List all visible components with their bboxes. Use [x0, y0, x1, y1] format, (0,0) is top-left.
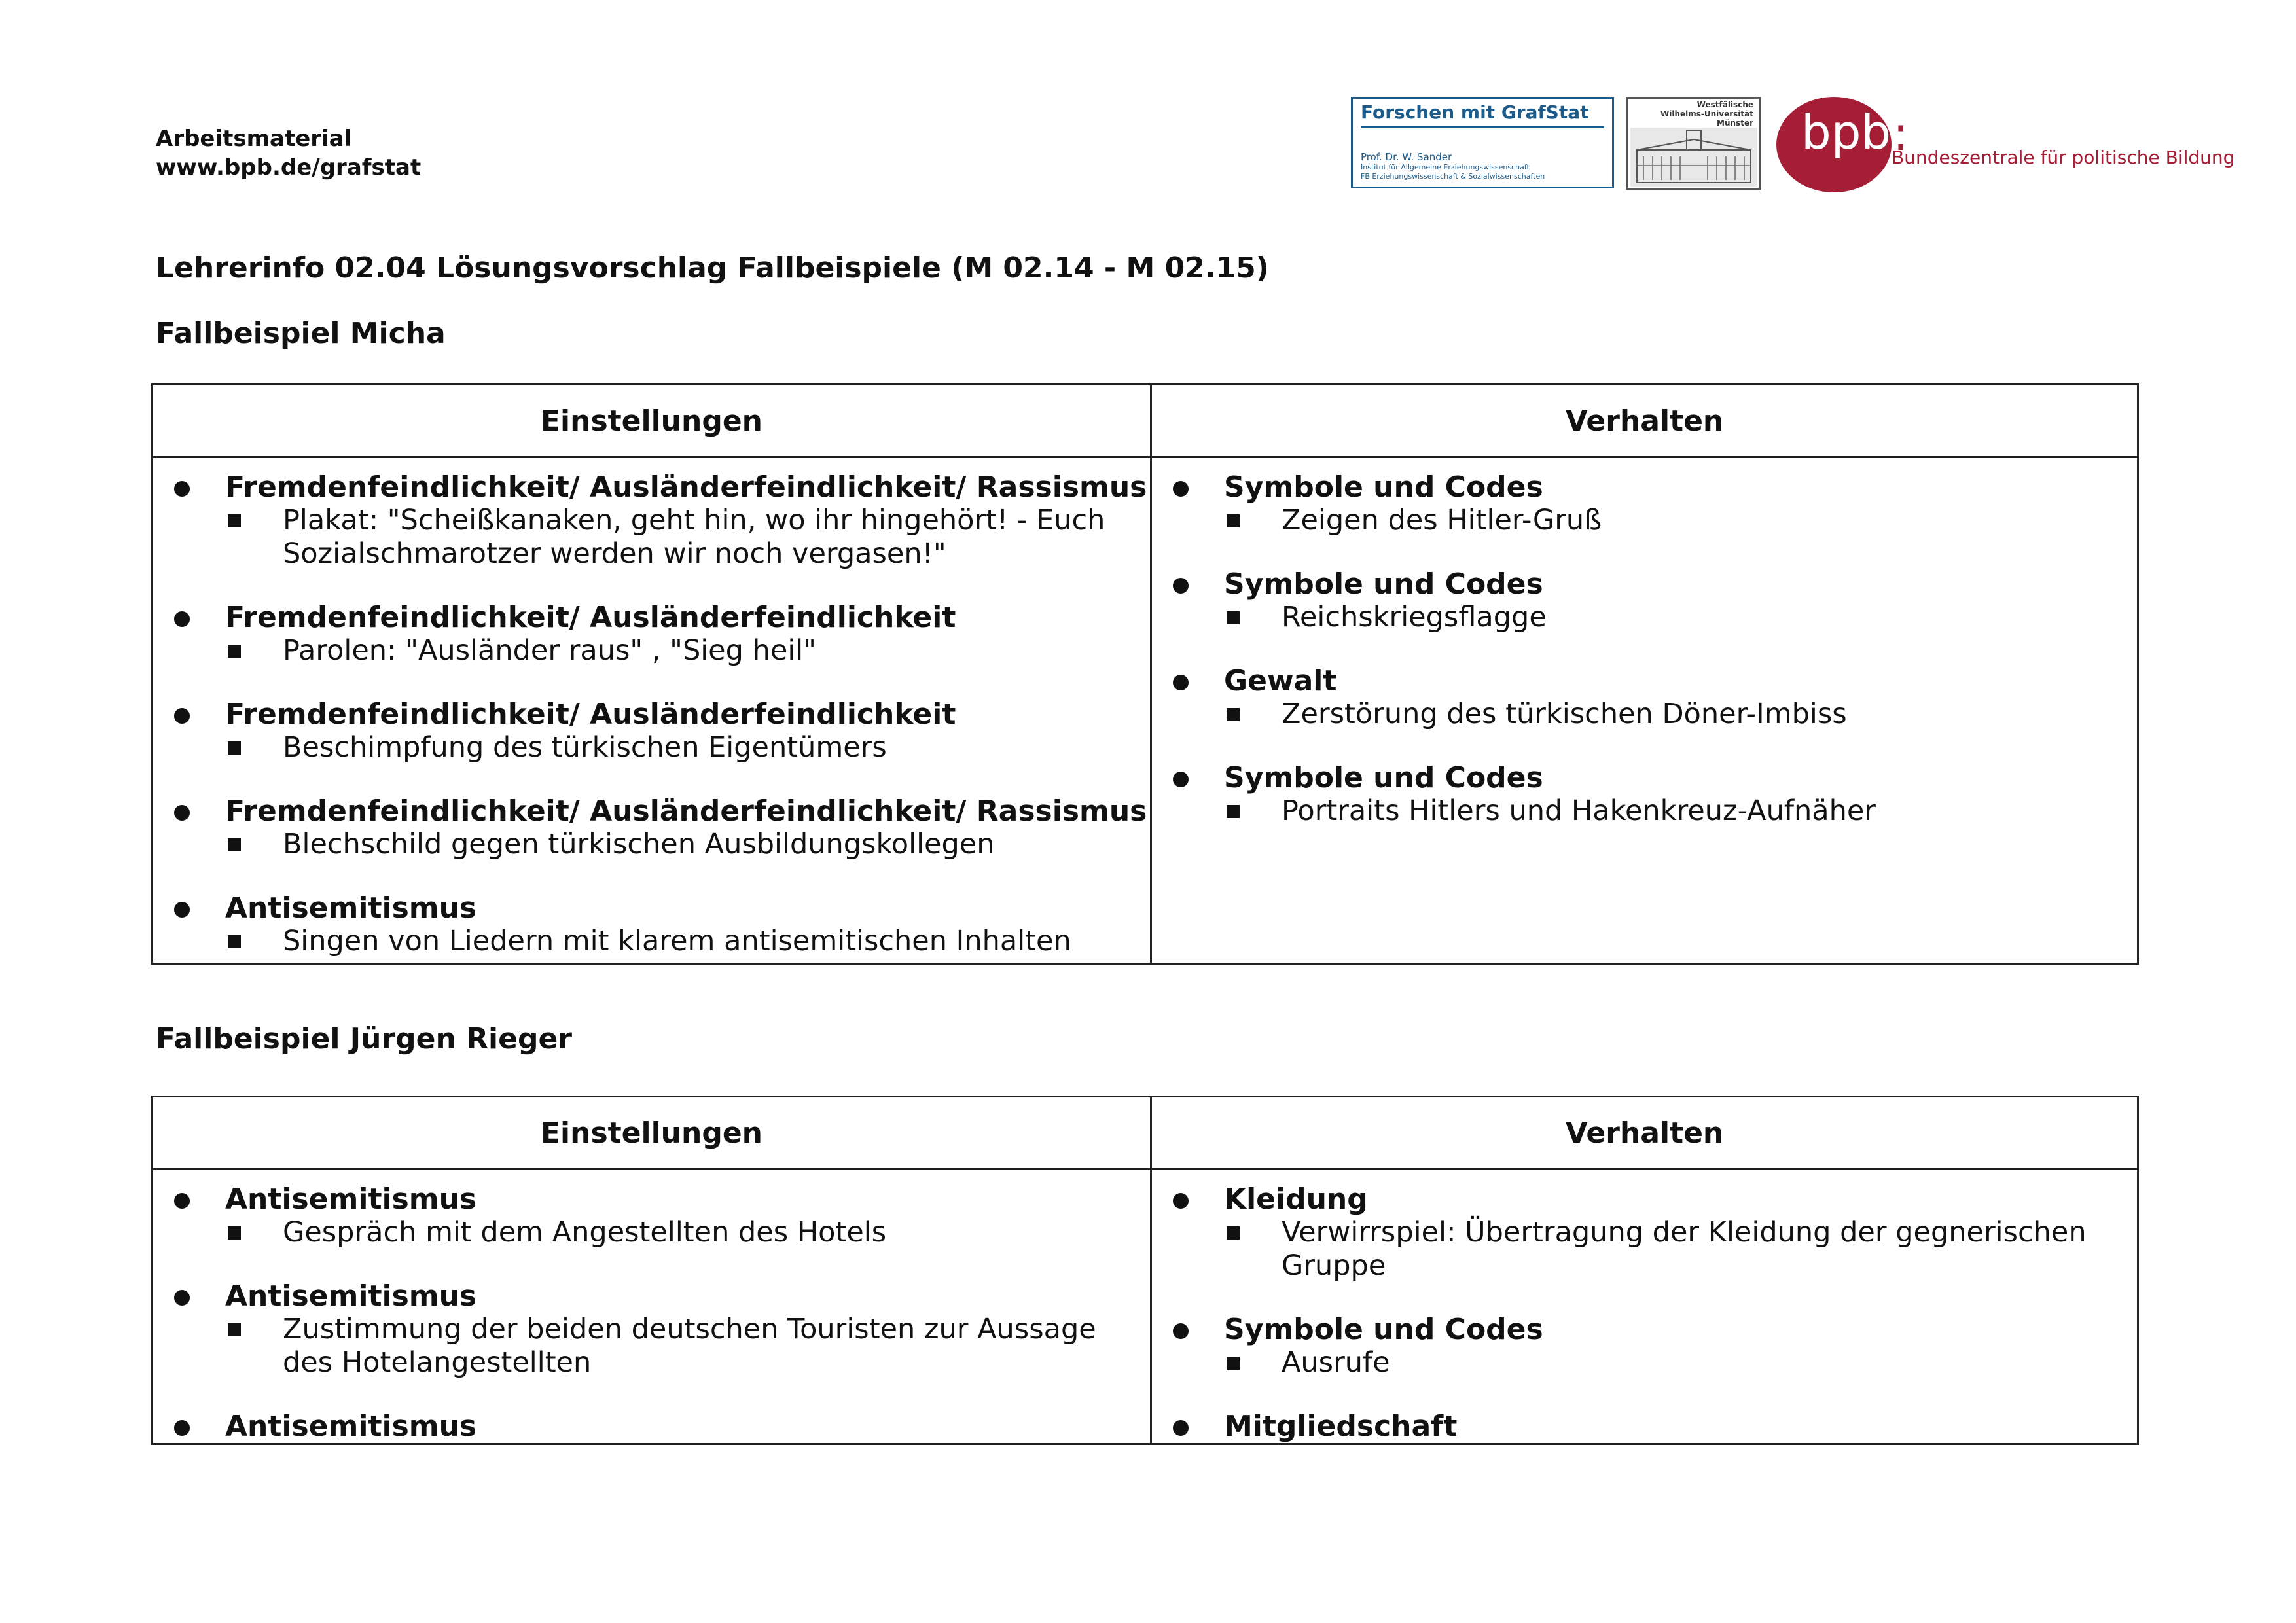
bullet-dot-icon	[174, 902, 190, 918]
einstellungen-cell	[152, 457, 1151, 964]
column-header-verhalten: Verhalten	[1151, 385, 2138, 457]
bullet-dot-icon	[174, 805, 190, 821]
list-item	[1152, 1183, 2137, 1283]
detail-item	[225, 731, 1150, 764]
wwu-logo-line2: Wilhelms-Universität	[1660, 109, 1753, 118]
header-label: Arbeitsmaterial	[156, 126, 352, 152]
detail-item	[1224, 1346, 2137, 1380]
bullet-dot-icon	[174, 611, 190, 627]
case-title: Fallbeispiel Jürgen Rieger	[156, 1022, 572, 1056]
category-heading: Symbole und Codes	[1224, 1313, 1543, 1346]
list-item	[153, 1183, 1150, 1249]
verhalten-list	[1152, 458, 2137, 828]
list-item	[153, 471, 1150, 571]
einstellungen-list	[153, 458, 1150, 958]
table-body-row	[152, 1169, 2138, 1444]
column-header-verhalten: Verhalten	[1151, 1097, 2138, 1169]
detail-text: Blechschild gegen türkischen Ausbildungskollegen	[283, 828, 995, 861]
bpb-logo-mark: bpb	[1801, 105, 1892, 160]
list-item	[1152, 665, 2137, 731]
bullet-square-icon	[228, 645, 241, 658]
list-item	[153, 1280, 1150, 1380]
wwu-logo	[1626, 97, 1761, 190]
detail-item	[1224, 698, 2137, 731]
grafstat-logo-faculty: FB Erziehungswissenschaft & Sozialwissenschaften	[1361, 172, 1545, 181]
grafstat-logo-title: Forschen mit GrafStat	[1361, 101, 1589, 123]
category-heading: Antisemitismus	[225, 1183, 477, 1216]
document-title: Lehrerinfo 02.04 Lösungsvorschlag Fallbeispiele (M 02.14 - M 02.15)	[156, 251, 1269, 285]
bullet-dot-icon	[1173, 772, 1189, 787]
category-heading: Fremdenfeindlichkeit/ Ausländerfeindlichkeit	[225, 698, 956, 731]
bullet-dot-icon	[1173, 1420, 1189, 1436]
detail-text: Beschimpfung des türkischen Eigentümers	[283, 731, 887, 764]
bullet-dot-icon	[1173, 578, 1189, 594]
case-table	[151, 383, 2139, 965]
detail-text: Ausrufe	[1282, 1346, 1390, 1379]
detail-text: Parolen: "Ausländer raus" , "Sieg heil"	[283, 634, 816, 667]
wwu-logo-line3: Münster	[1717, 118, 1753, 128]
bullet-dot-icon	[1173, 481, 1189, 497]
bullet-dot-icon	[174, 1193, 190, 1209]
bullet-square-icon	[1227, 514, 1240, 527]
table-body-row	[152, 457, 2138, 964]
detail-item	[225, 925, 1150, 958]
table-header-row	[152, 385, 2138, 457]
detail-item	[225, 1313, 1150, 1380]
bullet-square-icon	[1227, 611, 1240, 624]
bullet-square-icon	[228, 838, 241, 851]
grafstat-logo-rule	[1361, 126, 1604, 128]
category-heading: Symbole und Codes	[1224, 471, 1543, 504]
verhalten-list	[1152, 1170, 2137, 1443]
list-item	[1152, 471, 2137, 537]
grafstat-logo-prof: Prof. Dr. W. Sander	[1361, 151, 1452, 163]
bullet-square-icon	[228, 514, 241, 527]
case-title: Fallbeispiel Micha	[156, 317, 446, 350]
detail-text: Plakat: "Scheißkanaken, geht hin, wo ihr hingehört! - Euch Sozialschmarotzer werden wir noch vergasen!"	[283, 504, 1105, 570]
bullet-dot-icon	[174, 1420, 190, 1436]
detail-text: Verwirrspiel: Übertragung der Kleidung der gegnerischen Gruppe	[1282, 1216, 2087, 1282]
detail-item	[1224, 1216, 2137, 1283]
bullet-square-icon	[1227, 708, 1240, 721]
bullet-square-icon	[228, 1323, 241, 1336]
bpb-logo-colon: :	[1893, 106, 1909, 161]
einstellungen-list	[153, 1170, 1150, 1443]
bullet-square-icon	[228, 935, 241, 948]
bullet-square-icon	[228, 741, 241, 755]
detail-item	[1224, 794, 2137, 828]
list-item	[1152, 1313, 2137, 1380]
column-header-einstellungen: Einstellungen	[152, 385, 1151, 457]
verhalten-cell	[1151, 457, 2138, 964]
detail-text: Singen von Liedern mit klarem antisemitischen Inhalten	[283, 925, 1071, 957]
bpb-logo	[1776, 97, 2235, 195]
list-item	[1152, 1410, 2137, 1443]
detail-item	[225, 828, 1150, 861]
category-heading: Symbole und Codes	[1224, 567, 1543, 601]
list-item	[153, 1410, 1150, 1443]
bullet-square-icon	[1227, 1226, 1240, 1240]
header-url: www.bpb.de/grafstat	[156, 154, 422, 181]
bullet-square-icon	[1227, 805, 1240, 818]
category-heading: Kleidung	[1224, 1183, 1368, 1216]
table-header-row	[152, 1097, 2138, 1169]
bullet-dot-icon	[1173, 675, 1189, 690]
detail-text: Gespräch mit dem Angestellten des Hotels	[283, 1216, 887, 1249]
category-heading: Mitgliedschaft	[1224, 1410, 1458, 1443]
detail-text: Reichskriegsflagge	[1282, 601, 1547, 633]
list-item	[153, 795, 1150, 861]
category-heading: Fremdenfeindlichkeit/ Ausländerfeindlichkeit	[225, 601, 956, 634]
bullet-dot-icon	[174, 1290, 190, 1306]
category-heading: Antisemitismus	[225, 1279, 477, 1313]
category-heading: Symbole und Codes	[1224, 761, 1543, 794]
grafstat-logo-institute: Institut für Allgemeine Erziehungswissenschaft	[1361, 163, 1530, 171]
grafstat-logo	[1351, 97, 1614, 188]
list-item	[153, 698, 1150, 764]
detail-item	[1224, 504, 2137, 537]
column-header-einstellungen: Einstellungen	[152, 1097, 1151, 1169]
list-item	[1152, 568, 2137, 634]
list-item	[153, 892, 1150, 958]
detail-text: Portraits Hitlers und Hakenkreuz-Aufnäher	[1282, 794, 1876, 827]
header-block	[156, 124, 421, 182]
category-heading: Antisemitismus	[225, 891, 477, 925]
category-heading: Fremdenfeindlichkeit/ Ausländerfeindlichkeit/ Rassismus	[225, 794, 1147, 828]
case-table	[151, 1096, 2139, 1445]
detail-text: Zustimmung der beiden deutschen Touristen zur Aussage des Hotelangestellten	[283, 1313, 1096, 1379]
detail-text: Zeigen des Hitler-Gruß	[1282, 504, 1602, 537]
bullet-square-icon	[1227, 1357, 1240, 1370]
bullet-dot-icon	[174, 481, 190, 497]
wwu-logo-line1: Westfälische	[1696, 100, 1753, 109]
list-item	[153, 601, 1150, 668]
detail-item	[1224, 601, 2137, 634]
einstellungen-cell	[152, 1169, 1151, 1444]
bullet-dot-icon	[174, 708, 190, 724]
detail-item	[225, 634, 1150, 668]
castle-icon	[1630, 128, 1757, 187]
category-heading: Antisemitismus	[225, 1410, 477, 1443]
category-heading: Fremdenfeindlichkeit/ Ausländerfeindlichkeit/ Rassismus	[225, 471, 1147, 504]
bullet-square-icon	[228, 1226, 241, 1240]
detail-item	[225, 504, 1150, 571]
category-heading: Gewalt	[1224, 664, 1337, 698]
bpb-logo-name: Bundeszentrale für politische Bildung	[1892, 147, 2235, 168]
detail-item	[225, 1216, 1150, 1249]
bullet-dot-icon	[1173, 1323, 1189, 1339]
list-item	[1152, 762, 2137, 828]
verhalten-cell	[1151, 1169, 2138, 1444]
detail-text: Zerstörung des türkischen Döner-Imbiss	[1282, 698, 1847, 730]
bullet-dot-icon	[1173, 1193, 1189, 1209]
